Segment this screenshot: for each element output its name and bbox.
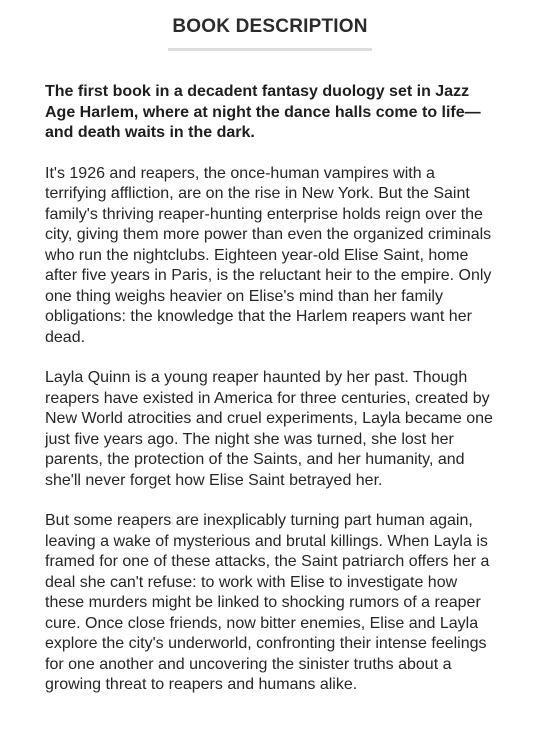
section-header	[0, 16, 540, 51]
title-underline	[168, 48, 372, 51]
description-lead: The first book in a decadent fantasy duology set in Jazz Age Harlem, where at night the dance halls come to life—and death waits in the dark.	[45, 83, 481, 141]
description-paragraph: It's 1926 and reapers, the once-human vampires with a terrifying affliction, are on the rise in New York. But the Saint family's thriving reaper-hunting enterprise holds reign over the city, giving them more power than even the organized criminals who run the nightclubs. Eighteen year-old Elise Saint, home after five years in Paris, is the reluctant heir to the empire. Only one thing weighs heavier on Elise's mind than her family obligations: the knowledge that the Harlem reapers want her dead.	[45, 164, 492, 346]
book-description	[45, 82, 497, 716]
description-paragraph: But some reapers are inexplicably turning part human again, leaving a wake of mysterious and brutal killings. When Layla is framed for one of these attacks, the Saint patriarch offers her a deal she can't refuse: to work with Elise to investigate how these murders might be linked to shocking rumors of a reaper cure. Once close friends, now bitter enemies, Elise and Layla explore the city's underworld, confronting their intense feelings for one another and uncovering the sinister truths about a growing threat to reapers and humans alike.	[45, 512, 490, 693]
description-paragraph: Layla Quinn is a young reaper haunted by her past. Though reapers have existed in America for three centuries, created by New World atrocities and cruel experiments, Layla became one just five years ago. The night she was turned, she lost her parents, the protection of the Saints, and her humanity, and she'll never forget how Elise Saint betrayed her.	[45, 369, 493, 489]
section-title: BOOK DESCRIPTION	[172, 16, 368, 37]
